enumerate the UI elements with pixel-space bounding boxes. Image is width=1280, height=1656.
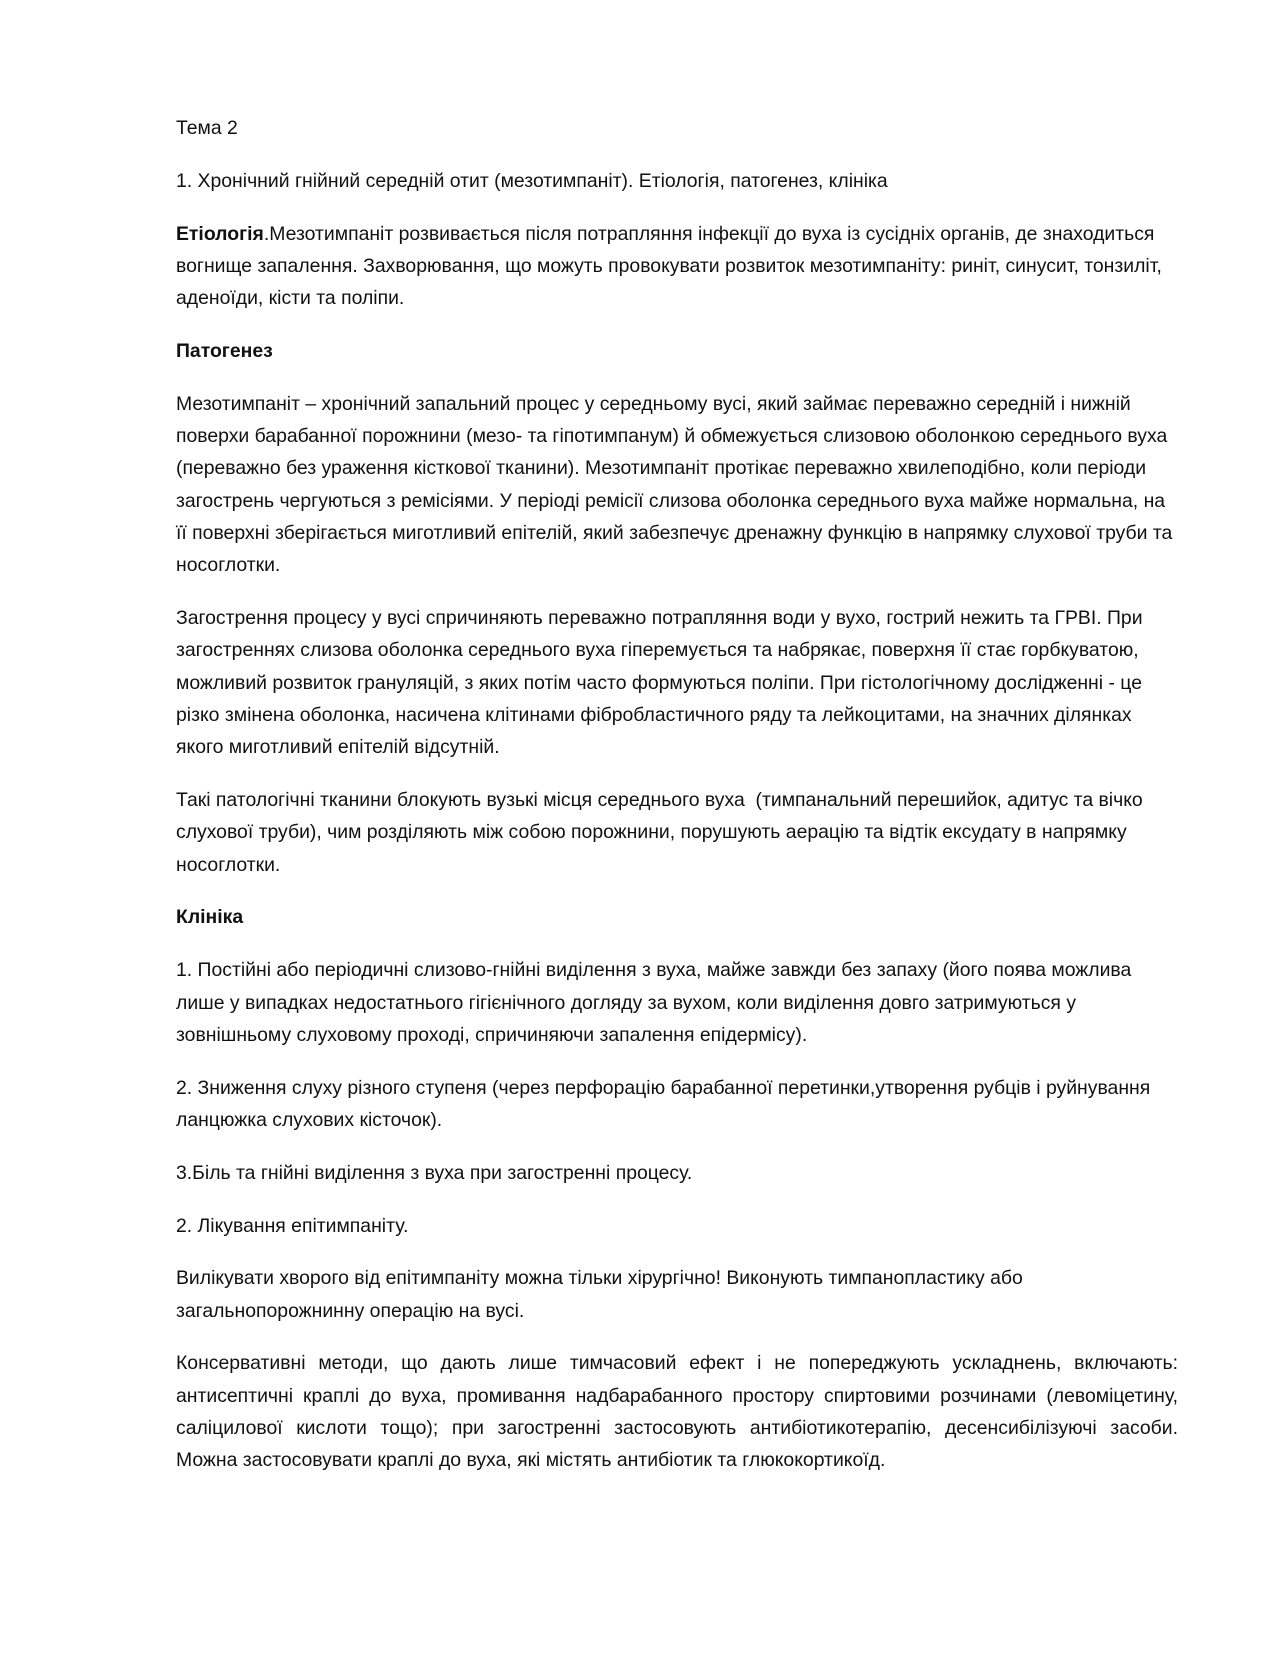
etiology-label: Етіологія: [176, 222, 264, 245]
pathogenesis-label: Патогенез: [176, 339, 273, 362]
section-2-heading: 2. Лікування епітимпаніту.: [176, 1214, 409, 1237]
topic-title: Тема 2: [176, 117, 238, 139]
pathogenesis-heading: [176, 335, 1178, 367]
pathogenesis-paragraph: Загострення процесу у вусі спричиняють переважно потрапляння води у вухо, гострий нежить та ГРВІ. При загостреннях слизова оболонка середнього вуха гіперемується та набрякає, поверхня її стає горбкуватою, можливий розвиток грануляцій, з яких потім часто формуються поліпи. При гістологічному дослідженні - це різко змінена оболонка, насичена клітинами фібробластичного ряду та лейкоцитами, на значних ділянках якого миготливий епітелій відсутній.: [176, 607, 1143, 759]
document-body: [176, 112, 1184, 1497]
clinic-item: 3.Біль та гнійні виділення з вуха при загостренні процесу.: [176, 1161, 693, 1184]
treatment-paragraph: Консервативні методи, що дають лише тимчасовий ефект і не попереджують ускладнень, включають: антисептичні краплі до вуха, промивання надбарабанного простору спиртовими розчинами (левоміцетину, саліцилової кислоти тощо); при загостренні застосовують антибіотикотерапію, десенсибілізуючі засоби. Можна застосовувати краплі до вуха, які містять антибіотик та глюкокортикоїд.: [176, 1352, 1178, 1472]
etiology-paragraph: [176, 218, 1178, 315]
pathogenesis-paragraph: Такі патологічні тканини блокують вузькі місця середнього вуха (тимпанальний перешийок, адитус та вічко слухової труби), чим розділяють між собою порожнини, порушують аерацію та відтік ексудату в напрямку носоглотки.: [176, 789, 1149, 876]
clinic-label: Клініка: [176, 906, 244, 929]
etiology-text: .Мезотимпаніт розвивається після потрапляння інфекції до вуха із сусідніх органів, де знаходиться вогнище запалення. Захворювання, що можуть провокувати розвиток мезотимпаніту: риніт, синусит, тонзиліт, аденоїди, кісти та поліпи.: [176, 222, 1162, 310]
section-1-heading: 1. Хронічний гнійний середній отит (мезотимпаніт). Етіологія, патогенез, клініка: [176, 169, 888, 192]
pathogenesis-paragraph: Мезотимпаніт – хронічний запальний процес у середньому вусі, який займає переважно середній і нижній поверхи барабанної порожнини (мезо- та гіпотимпанум) й обмежується слизовою оболонкою середнього вуха (переважно без ураження кісткової тканини). Мезотимпаніт протікає переважно хвилеподібно, коли періоди загострень чергуються з ремісіями. У періоді ремісії слизова оболонка середнього вуха майже нормальна, на її поверхні зберігається миготливий епітелій, який забезпечує дренажну функцію в напрямку слухової труби та носоглотки.: [176, 392, 1184, 577]
clinic-heading: [176, 901, 1178, 933]
clinic-item: 2. Зниження слуху різного ступеня (через перфорацію барабанної перетинки,утворення рубців і руйнування ланцюжка слухових кісточок).: [176, 1076, 1151, 1131]
treatment-paragraph: Вилікувати хворого від епітимпаніту можна тільки хірургічно! Виконують тимпанопластику або загальнопорожнинну операцію на вусі.: [176, 1267, 1023, 1322]
clinic-item: 1. Постійні або періодичні слизово-гнійні виділення з вуха, майже завжди без запаху (його поява можлива лише у випадках недостатнього гігієнічного догляду за вухом, коли виділення довго затримуються у зовнішньому слуховому проході, спричиняючи запалення епідермісу).: [176, 959, 1132, 1046]
